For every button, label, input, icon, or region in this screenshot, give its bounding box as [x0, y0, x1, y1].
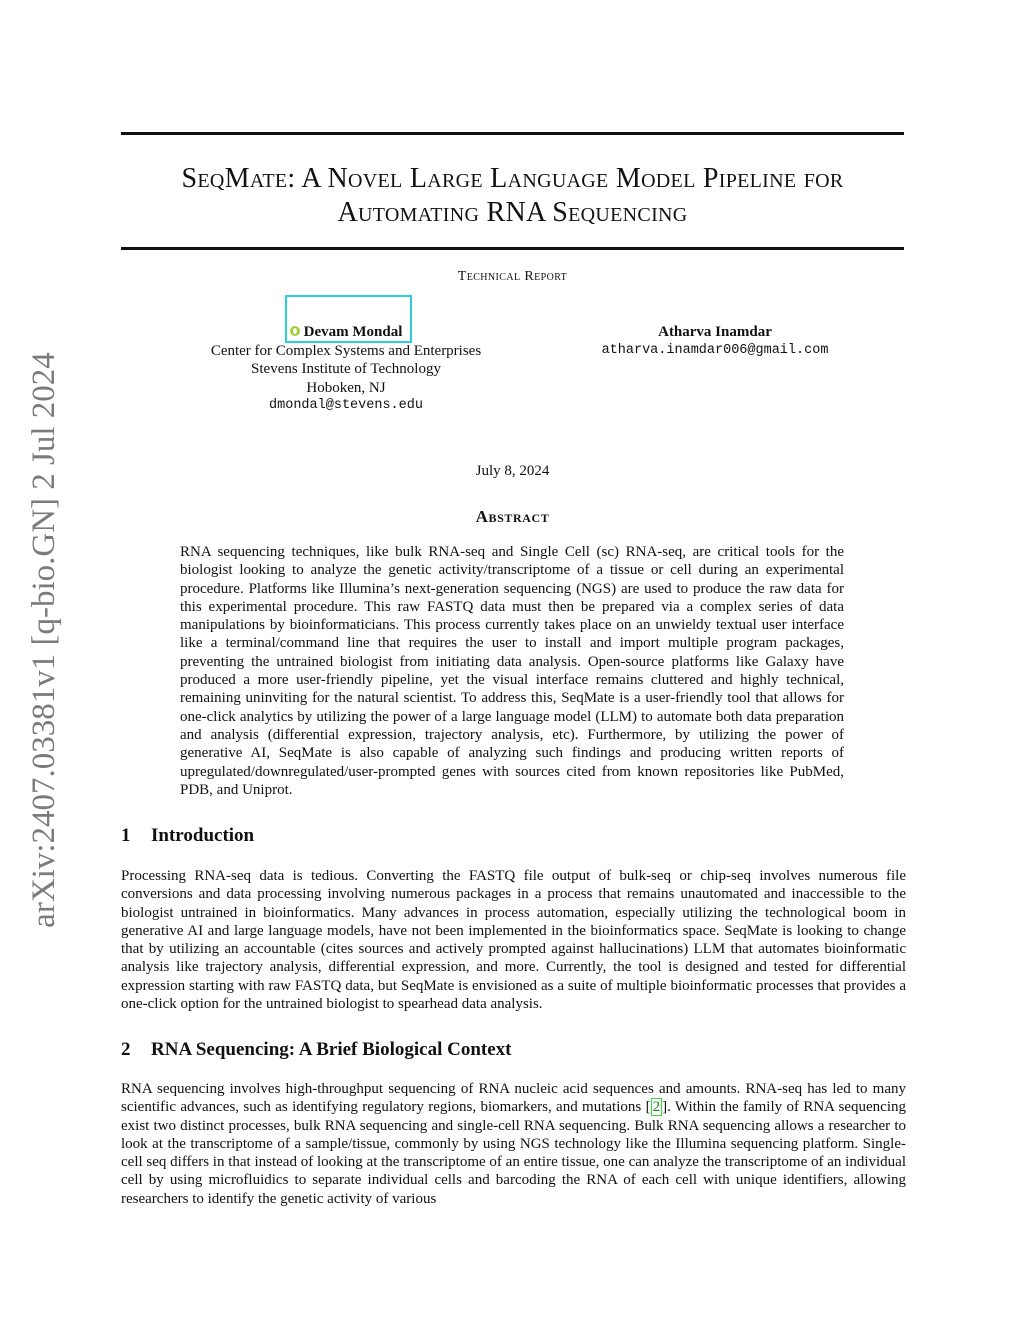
author-block-1: [170, 323, 522, 416]
citation-link[interactable]: 2: [652, 1099, 661, 1116]
paper-title: [121, 162, 904, 230]
author-email-1[interactable]: dmondal@stevens.edu: [269, 398, 423, 413]
section-number: 2: [121, 1039, 131, 1060]
paper-title-line-2: Automating RNA Sequencing: [337, 197, 688, 228]
abstract-text: RNA sequencing techniques, like bulk RNA-seq and Single Cell (sc) RNA-seq, are critical tools for the biologist looking to analyze the genetic activity/transcriptome of a tissue or cell during an experimental procedure. Platforms like Illumina’s next-generation sequencing (NGS) are used to produce the raw data for this experimental procedure. This raw FASTQ data must then be prepared via a complex series of data manipulations by bioinformaticians. This process currently takes place on an unwieldy textual user interface like a terminal/command line that requires the user to install and import multiple program packages, preventing the untrained biologist from initiating data analysis. Open-source platforms like Galaxy have produced a more user-friendly pipeline, yet the visual interface remains cluttered and highly technical, remaining uninviting for the natural scientist. To address this, SeqMate is a user-friendly tool that allows for one-click analytics by utilizing the power of a large language model (LLM) to automate both data preparation and analysis (differential expression, trajectory analysis, etc). Furthermore, by utilizing the power of generative AI, SeqMate is also capable of analyzing such findings and producing written reports of upregulated/downregulated/user-prompted genes with sources cited from known repositories like PubMed, PDB, and Uniprot.: [180, 544, 844, 798]
section-title: Introduction: [151, 825, 255, 846]
author-block-2: [570, 323, 860, 360]
section-heading-introduction: [121, 825, 904, 847]
paragraph-text-after-citation: ]. Within the family of RNA sequencing exist two distinct processes, bulk RNA sequencing and single-cell RNA sequencing. Bulk RNA sequencing allows a researcher to look at the transcriptome of a sample/tissue, commonly by using NGS technology like the Illumina sequencing platform. Single-cell seq differs in that instead of looking at the transcriptome of an entire tissue, one can analyze the transcriptome of an individual cell by using microfluidics to separate individual cells and barcoding the RNA of each cell with unique identifiers, allowing researchers to identify the genetic activity of various: [121, 1099, 906, 1207]
section-title: RNA Sequencing: A Brief Biological Context: [151, 1039, 512, 1060]
rna-sequencing-paragraph: [121, 1080, 906, 1208]
paragraph-text-before-citation: RNA sequencing involves high-throughput sequencing of RNA nucleic acid sequences and amounts. RNA-seq has led to many scientific advances, such as identifying regulatory regions, biomarkers, and mutations [: [121, 1081, 906, 1116]
author-email-2[interactable]: atharva.inamdar006@gmail.com: [601, 342, 829, 358]
abstract-heading: Abstract: [475, 507, 550, 526]
title-top-rule: [121, 132, 904, 135]
author-institution-1: Stevens Institute of Technology: [251, 361, 441, 377]
section-heading-rna-sequencing: [121, 1039, 904, 1061]
arxiv-identifier: arXiv:2407.03381v1 [q-bio.GN] 2 Jul 2024: [26, 352, 62, 928]
title-bottom-rule: [121, 247, 904, 250]
author-name-1[interactable]: Devam Mondal: [170, 323, 522, 342]
paper-date: July 8, 2024: [475, 463, 550, 479]
introduction-paragraph: Processing RNA-seq data is tedious. Converting the FASTQ file output of bulk-seq or chip-seq involves numerous file conversions and data processing involving numerous packages in a process that remains unautomated and inaccessible to the biologist untrained in bioinformatics. Many advances in process automation, especially utilizing the technological boom in generative AI and large language models, have not been implemented in the bioinformatics space. SeqMate is looking to change that by utilizing an accountable (cites sources and actively prompted against hallucinations) LLM that automates bioinformatic analysis like trajectory analysis, differential expression, and more. Currently, the tool is designed and tested for differential expression starting with raw FASTQ data, but SeqMate is envisioned as a suite of multiple bioinformatic processes that provides a one-click option for the untrained biologist to spearhead data analysis.: [121, 868, 906, 1013]
report-type: Technical Report: [457, 269, 568, 284]
paper-title-line-1: SeqMate: A Novel Large Language Model Pipeline for: [181, 163, 844, 194]
orcid-icon[interactable]: [290, 326, 300, 336]
author-affiliation-1: Center for Complex Systems and Enterprises: [210, 342, 482, 359]
section-number: 1: [121, 825, 131, 846]
author-location-1: Hoboken, NJ: [306, 379, 386, 396]
author-name-2: Atharva Inamdar: [658, 324, 772, 340]
